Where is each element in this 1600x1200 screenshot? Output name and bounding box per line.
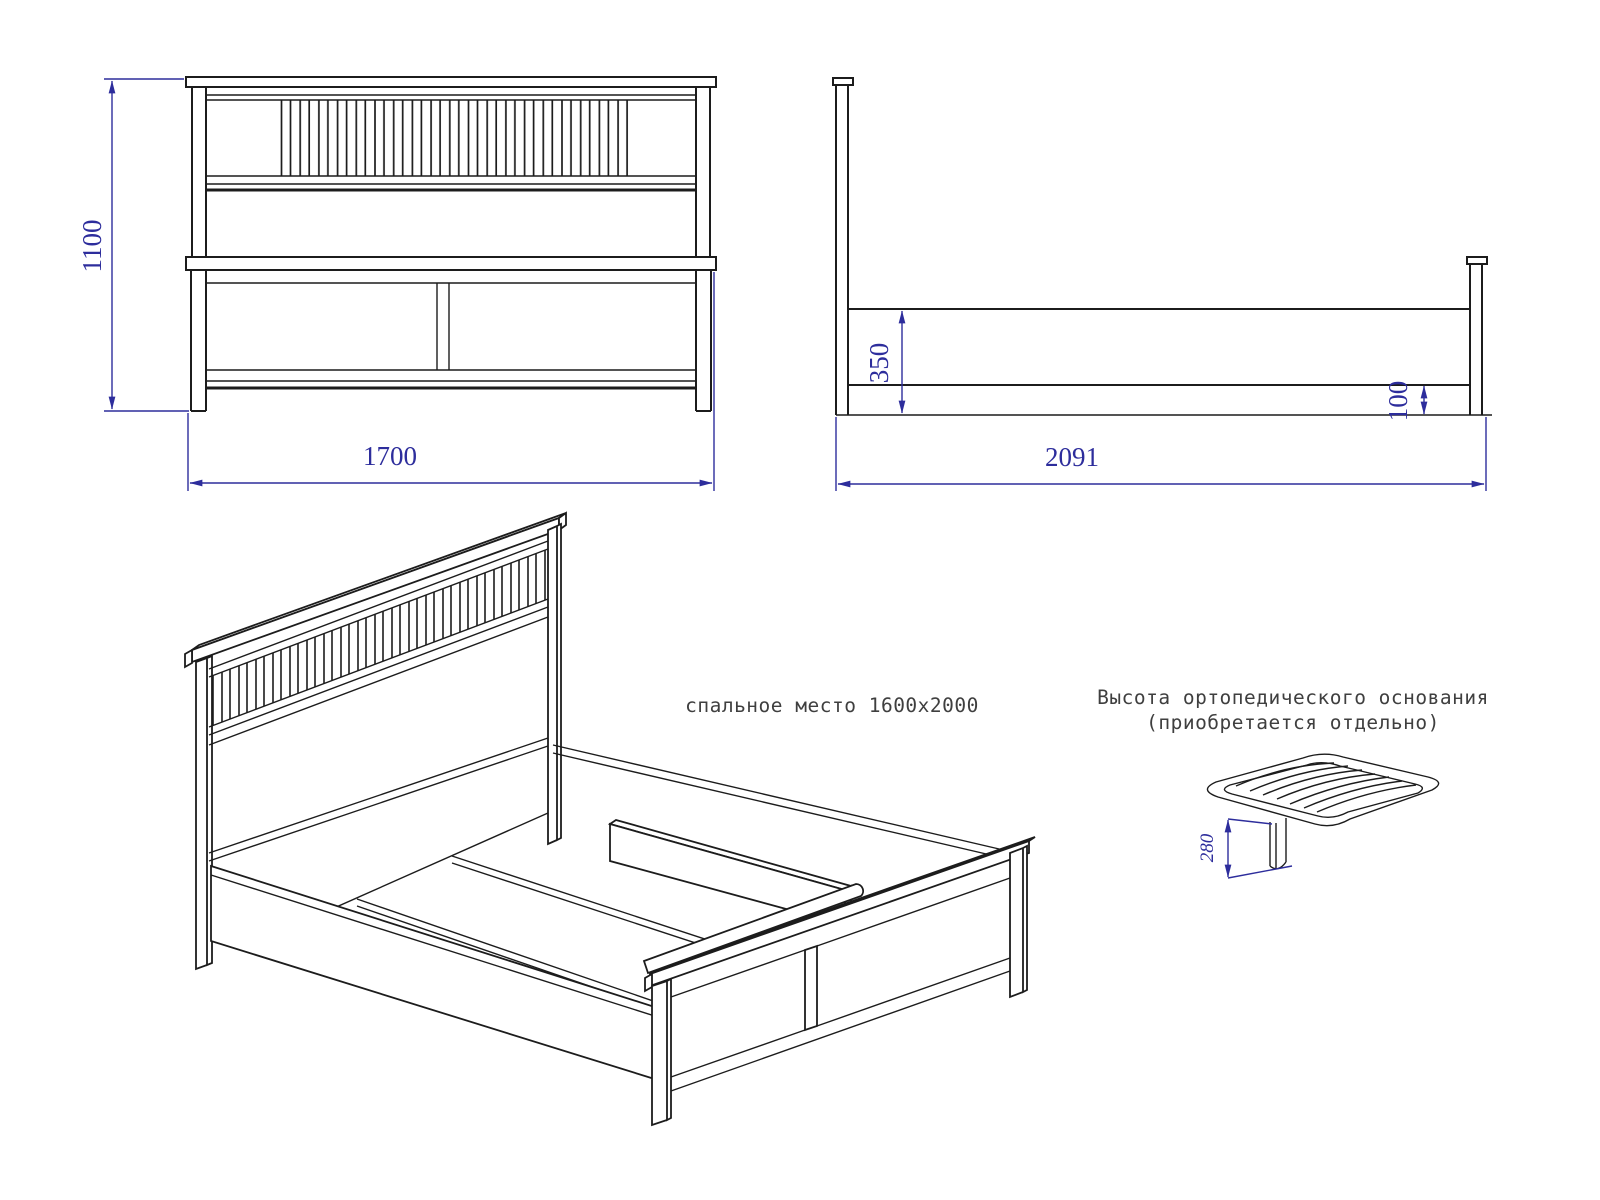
front-width-value: 1700 xyxy=(363,441,417,471)
front-view xyxy=(77,77,716,491)
ortho-base-frame xyxy=(1207,754,1438,825)
side-clearance-value: 100 xyxy=(1383,380,1413,422)
front-height-dimension xyxy=(77,79,189,411)
front-headboard-cap xyxy=(186,77,716,87)
side-headboard-post xyxy=(836,85,848,415)
side-length-value: 2091 xyxy=(1045,442,1099,472)
iso-footboard-stile xyxy=(805,946,817,1030)
front-headboard-slats xyxy=(274,100,630,176)
iso-cap-left-end xyxy=(185,650,192,667)
iso-caption: спальное место 1600x2000 xyxy=(685,694,979,717)
ortho-base-leg xyxy=(1270,818,1286,869)
iso-right-post xyxy=(548,524,561,844)
isometric-view xyxy=(185,513,1035,1125)
side-headboard-post-cap xyxy=(833,78,853,85)
side-rail-lines xyxy=(848,309,1470,385)
ortho-caption-line1: Высота ортопедического основания xyxy=(1097,686,1489,709)
side-footboard-post xyxy=(1470,264,1482,415)
front-footboard-legs xyxy=(191,270,711,411)
iso-footboard-right-leg xyxy=(1010,846,1027,997)
ortho-height-value: 280 xyxy=(1197,833,1218,863)
side-footboard-post-cap xyxy=(1467,257,1487,264)
front-footboard-rails xyxy=(206,283,696,381)
front-footboard-center-stile xyxy=(437,283,449,370)
iso-footboard-left-leg xyxy=(652,979,671,1125)
side-length-dimension xyxy=(836,417,1486,491)
side-rail-height-value: 350 xyxy=(864,342,894,384)
ortho-height-dimension xyxy=(1197,819,1292,878)
side-rail-height-dimension xyxy=(864,311,902,413)
side-view xyxy=(833,78,1492,491)
ortho-caption-line2: (приобретается отдельно) xyxy=(1146,711,1440,734)
front-height-value: 1100 xyxy=(77,219,107,273)
ortho-base-detail xyxy=(1097,686,1489,878)
iso-near-side-rail xyxy=(211,866,661,1081)
front-footboard-cap xyxy=(186,257,716,270)
